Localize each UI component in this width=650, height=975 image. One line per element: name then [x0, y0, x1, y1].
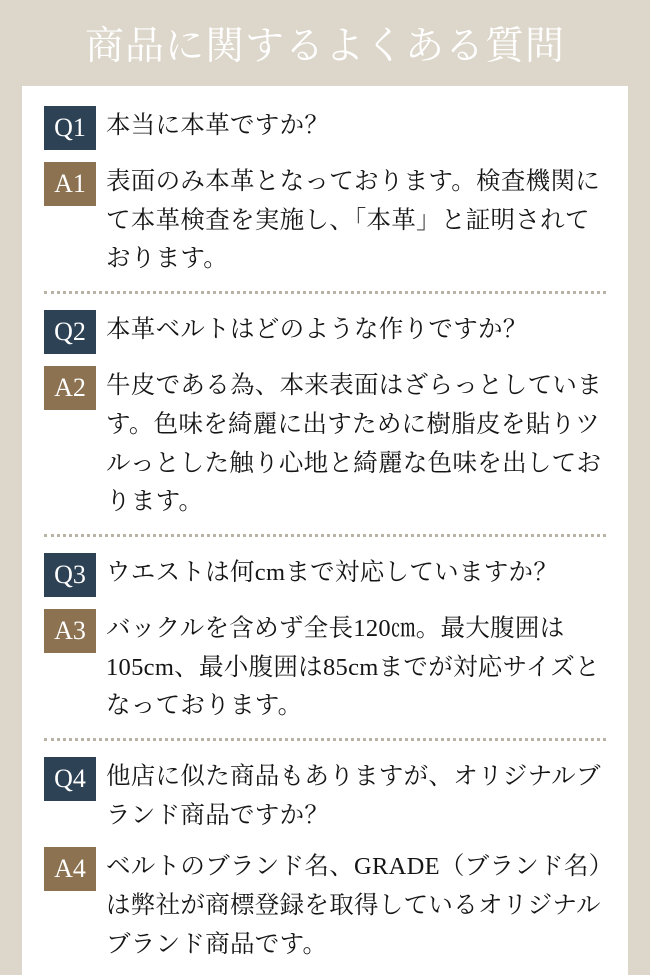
- answer-text: 表面のみ本革となっております。検査機関にて本革検査を実施し、「本革」と証明されております。: [106, 168, 601, 273]
- answer-text: 牛皮である為、本来表面はざらっとしています。色味を綺麗に出すために樹脂皮を貼りツルっとした触り心地と綺麗な色味を出しております。: [106, 372, 602, 516]
- spacer: [44, 599, 606, 607]
- spacer: [44, 152, 606, 160]
- spacer: [44, 356, 606, 364]
- question-text: ウエストは何cmまで対応していますか？: [106, 558, 559, 586]
- faq-card: [22, 86, 628, 975]
- question-row: [44, 308, 606, 354]
- question-text: 他店に似た商品もありますが、オリジナルブランド商品ですか？: [106, 763, 601, 829]
- faq-item: [44, 755, 606, 965]
- answer-label: A2: [44, 366, 96, 410]
- page-header: [0, 0, 650, 86]
- question-label: Q3: [44, 553, 96, 597]
- question-row: [44, 104, 606, 150]
- answer-row: [44, 364, 606, 522]
- question-row: [44, 551, 606, 597]
- divider: [44, 738, 606, 741]
- divider: [44, 534, 606, 537]
- answer-label: A3: [44, 609, 96, 653]
- spacer: [44, 837, 606, 845]
- question-label: Q4: [44, 757, 96, 801]
- faq-item: [44, 551, 606, 726]
- answer-row: [44, 845, 606, 964]
- question-label: Q1: [44, 106, 96, 150]
- divider: [44, 291, 606, 294]
- page-title: 商品に関するよくある質問: [84, 25, 565, 68]
- question-text: 本革ベルトはどのような作りですか？: [106, 316, 528, 344]
- answer-row: [44, 607, 606, 726]
- answer-text: ベルトのブランド名、GRADE（ブランド名）は弊社が商標登録を取得しているオリジナルブランド商品です。: [106, 853, 602, 958]
- question-text: 本当に本革ですか？: [106, 112, 330, 139]
- answer-text: バックルを含めず全長120㎝。最大腹囲は105cm、最小腹囲は85cmまでが対応サイズとなっております。: [106, 614, 600, 720]
- answer-row: [44, 160, 606, 279]
- answer-label: A1: [44, 162, 96, 206]
- faq-item: [44, 104, 606, 279]
- question-row: [44, 755, 606, 835]
- faq-item: [44, 308, 606, 522]
- question-label: Q2: [44, 310, 96, 354]
- answer-label: A4: [44, 847, 96, 891]
